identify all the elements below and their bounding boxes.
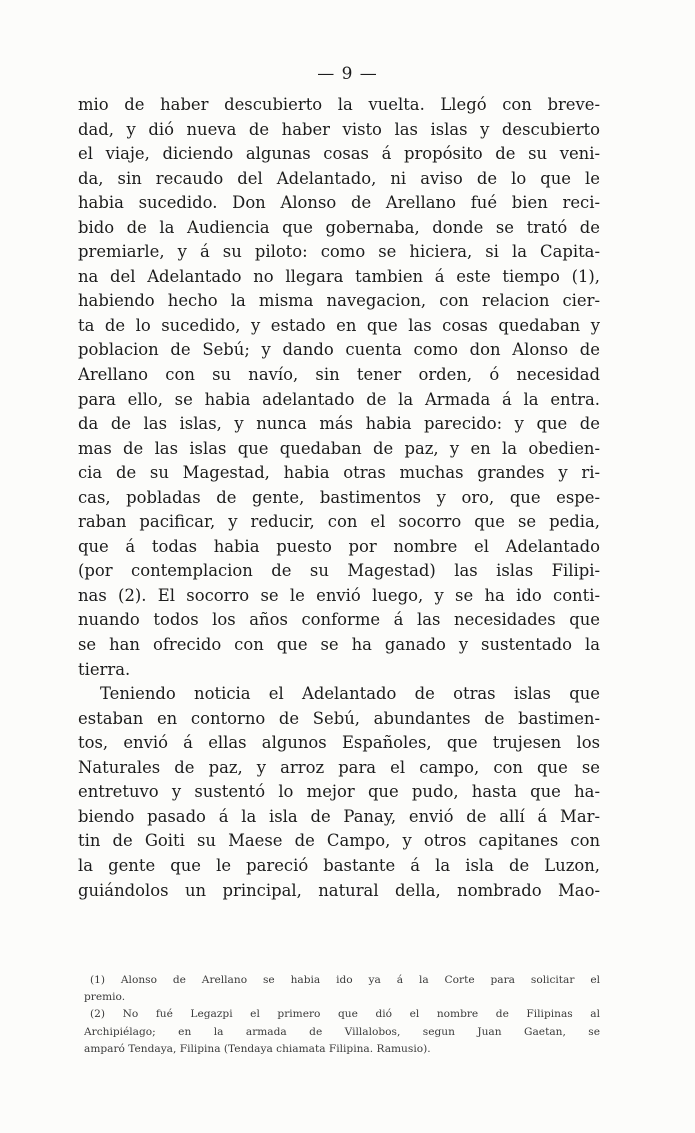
- text-line: que á todas habia puesto por nombre el Adelantado: [78, 536, 600, 556]
- text-line: entretuvo y sustentó lo mejor que pudo, hasta que ha-: [78, 782, 600, 802]
- text-line: se han ofrecido con que se ha ganado y sustentado la: [78, 635, 600, 655]
- text-line: para ello, se habia adelantado de la Armada á la entra.: [78, 389, 600, 409]
- text-line: (por contemplacion de su Magestad) las islas Filipi-: [78, 561, 600, 581]
- text-line: guiándolos un principal, natural della, nombrado Mao-: [78, 880, 600, 900]
- paragraph-start-line: Teniendo noticia el Adelantado de otras islas que: [100, 684, 600, 704]
- text-line: tin de Goiti su Maese de Campo, y otros capitanes con: [78, 831, 600, 851]
- text-line: da de las islas, y nunca más habia parecido: y que de: [78, 414, 600, 434]
- footnote-line: (2) No fué Legazpi el primero que dió el nombre de Filipinas al: [90, 1008, 600, 1021]
- footnote-line: Archipiélago; en la armada de Villalobos, segun Juan Gaetan, se: [84, 1025, 600, 1038]
- footnote-line: amparó Tendaya, Filipina (Tendaya chiamata Filipina. Ramusio).: [84, 1042, 431, 1055]
- text-line: da, sin recaudo del Adelantado, ni aviso de lo que le: [78, 168, 600, 188]
- text-line: tos, envió á ellas algunos Españoles, que trujesen los: [78, 733, 600, 753]
- text-line: estaban en contorno de Sebú, abundantes de bastimen-: [78, 708, 600, 728]
- text-line: poblacion de Sebú; y dando cuenta como don Alonso de: [78, 340, 600, 360]
- text-line: cas, pobladas de gente, bastimentos y oro, que espe-: [78, 487, 600, 507]
- text-line: bido de la Audiencia que gobernaba, donde se trató de: [78, 217, 600, 237]
- text-line: mio de haber descubierto la vuelta. Llegó con breve-: [78, 95, 600, 114]
- footnotes: [84, 972, 600, 1058]
- text-line: premiarle, y á su piloto: como se hiciera, si la Capita-: [78, 242, 600, 262]
- text-line: Naturales de paz, y arroz para el campo, con que se: [78, 757, 600, 777]
- text-line: mas de las islas que quedaban de paz, y en la obedien-: [78, 438, 600, 458]
- text-line: Arellano con su navío, sin tener orden, ó necesidad: [78, 365, 600, 385]
- text-line: habia sucedido. Don Alonso de Arellano fué bien reci-: [78, 193, 600, 213]
- text-line: dad, y dió nueva de haber visto las islas y descubierto: [78, 119, 600, 139]
- text-line: habiendo hecho la misma navegacion, con relacion cier-: [78, 291, 600, 311]
- page-number: — 9 —: [317, 64, 378, 84]
- text-line: na del Adelantado no llegara tambien á este tiempo (1),: [78, 266, 600, 286]
- text-line: biendo pasado á la isla de Panay, envió de allí á Mar-: [78, 806, 600, 826]
- text-line: nas (2). El socorro se le envió luego, y se ha ido conti-: [78, 585, 600, 605]
- main-text: [78, 93, 600, 903]
- text-line: raban pacificar, y reducir, con el socorro que se pedia,: [78, 512, 600, 532]
- text-line: ta de lo sucedido, y estado en que las cosas quedaban y: [78, 315, 600, 335]
- paragraph-end-line: tierra.: [78, 659, 131, 679]
- footnote-line: premio.: [84, 991, 126, 1004]
- text-line: el viaje, diciendo algunas cosas á propósito de su veni-: [78, 144, 600, 164]
- text-line: nuando todos los años conforme á las necesidades que: [78, 610, 600, 630]
- text-line: la gente que le pareció bastante á la isla de Luzon,: [78, 855, 600, 875]
- text-line: cia de su Magestad, habia otras muchas grandes y ri-: [78, 463, 600, 483]
- footnote-line: (1) Alonso de Arellano se habia ido ya á la Corte para solicitar el: [90, 974, 600, 986]
